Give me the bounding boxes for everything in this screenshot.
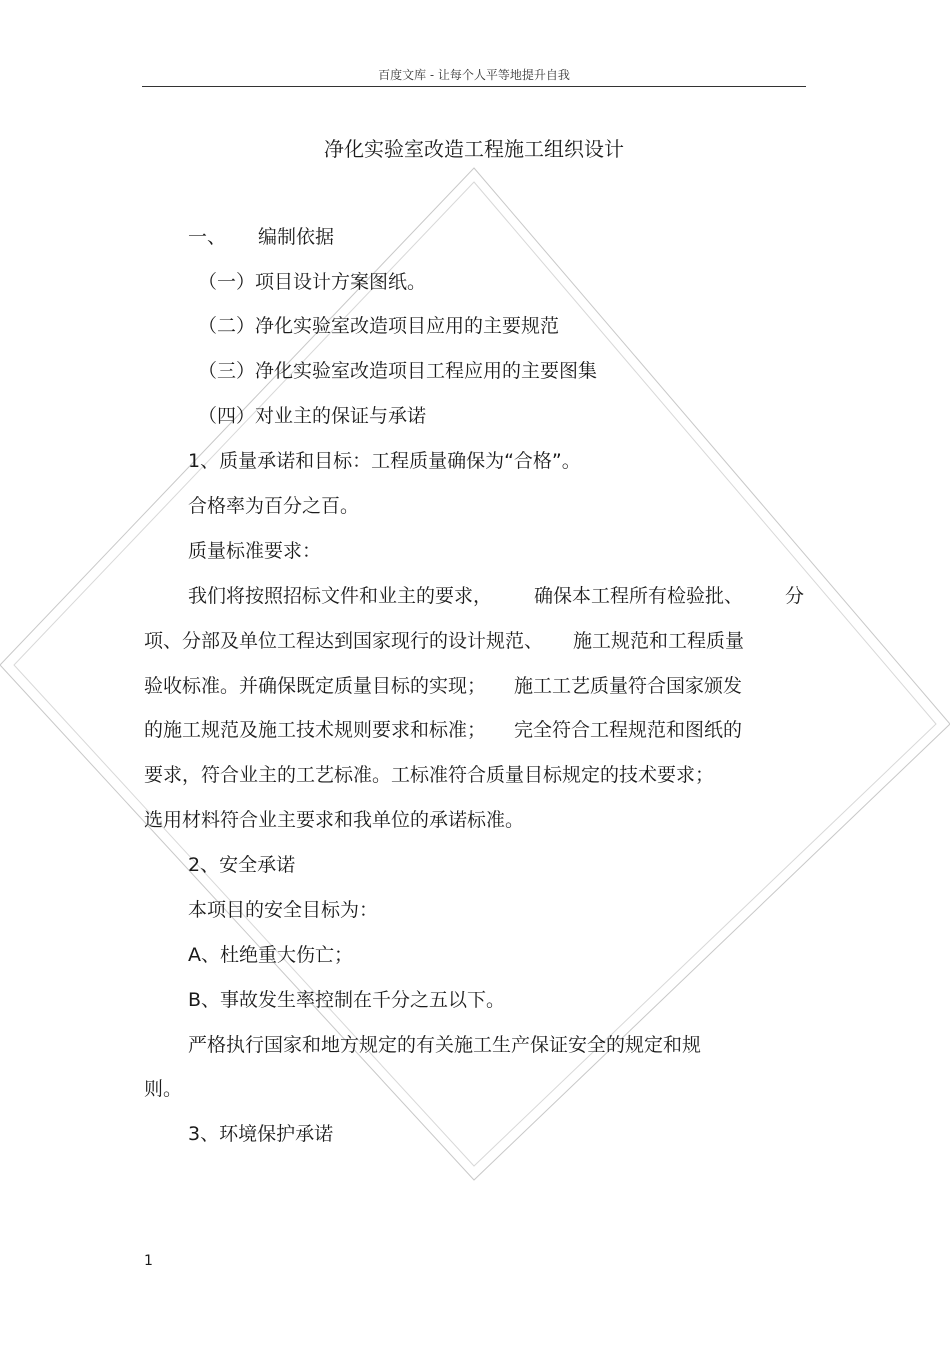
text-span: 完全符合工程规范和图纸的 xyxy=(514,719,743,741)
text-span: 验收标准。并确保既定质量目标的实现； xyxy=(144,675,487,697)
section-heading xyxy=(188,225,334,249)
list-item: （四）对业主的保证与承诺 xyxy=(198,405,427,427)
document-title: 净化实验室改造工程施工组织设计 xyxy=(324,137,624,161)
safety-goal-b: B、事故发生率控制在千分之五以下。 xyxy=(188,989,506,1011)
quality-paragraph-line: 选用材料符合业主要求和我单位的承诺标准。 xyxy=(144,809,525,831)
page-number: 1 xyxy=(144,1253,153,1269)
list-item: （一）项目设计方案图纸。 xyxy=(198,271,427,293)
text-span: 分 xyxy=(784,585,804,607)
safety-paragraph-line: 严格执行国家和地方规定的有关施工生产保证安全的规定和规 xyxy=(188,1034,702,1056)
section-title: 编制依据 xyxy=(258,226,335,248)
list-item: （三）净化实验室改造项目工程应用的主要图集 xyxy=(198,360,598,382)
text-span: 确保本工程所有检验批、 xyxy=(533,585,743,607)
safety-heading: 2、安全承诺 xyxy=(188,854,296,876)
safety-goal: 本项目的安全目标为： xyxy=(188,899,379,921)
safety-paragraph-line: 则。 xyxy=(144,1078,183,1100)
quality-paragraph-line xyxy=(144,718,742,742)
text-span: 施工规范和工程质量 xyxy=(573,630,745,652)
quality-paragraph-line xyxy=(144,629,744,653)
text-span: 的施工规范及施工技术规则要求和标准； xyxy=(144,719,487,741)
env-heading: 3、环境保护承诺 xyxy=(188,1123,334,1145)
text-span: 项、分部及单位工程达到国家现行的设计规范、 xyxy=(144,630,544,652)
text-span: 我们将按照招标文件和业主的要求， xyxy=(188,585,493,607)
section-number: 一、 xyxy=(188,226,227,248)
text-span: 施工工艺质量符合国家颁发 xyxy=(514,675,743,697)
quality-paragraph-line xyxy=(188,584,804,608)
quality-heading: 1、质量承诺和目标：工程质量确保为“合格”。 xyxy=(188,450,581,472)
page-header: 百度文库 - 让每个人平等地提升自我 xyxy=(378,68,570,82)
safety-goal-a: A、杜绝重大伤亡； xyxy=(188,944,353,966)
list-item: （二）净化实验室改造项目应用的主要规范 xyxy=(198,315,560,337)
quality-paragraph-line xyxy=(144,674,742,698)
quality-paragraph-line: 要求，符合业主的工艺标准。工标准符合质量目标规定的技术要求； xyxy=(144,764,715,786)
header-rule xyxy=(142,86,806,87)
quality-rate: 合格率为百分之百。 xyxy=(188,495,360,517)
quality-standard-heading: 质量标准要求： xyxy=(188,540,322,562)
